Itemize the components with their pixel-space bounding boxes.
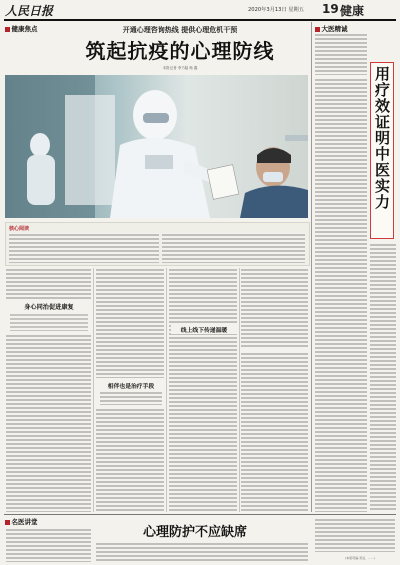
callout-title: 用疗效证明中医实力 xyxy=(373,66,391,210)
bottom-body-right xyxy=(315,518,395,552)
article-body-col-1a xyxy=(6,268,91,300)
core-read-label: 核心阅读 xyxy=(9,226,30,232)
core-read-text-2 xyxy=(162,233,305,263)
column-divider xyxy=(93,268,94,512)
core-read-text xyxy=(9,233,159,263)
article-body-col-2 xyxy=(96,268,164,378)
column-divider xyxy=(239,268,240,512)
section-name: 健康 xyxy=(340,4,365,18)
article-body-col-4b xyxy=(241,352,308,512)
section-label-lecture: 名医讲堂 xyxy=(5,517,38,526)
section-label-health-focus: 健康焦点 xyxy=(5,24,38,33)
bottom-headline: 心理防护不应缺席 xyxy=(142,525,247,540)
callout-box xyxy=(370,62,394,239)
subhead-2-dek xyxy=(100,391,162,405)
masthead xyxy=(0,0,400,20)
bottom-body-left xyxy=(6,528,91,562)
column-divider xyxy=(166,268,167,512)
subhead-1: 身心同治促进康复 xyxy=(24,304,74,311)
article-body-col-3 xyxy=(169,268,237,512)
subhead-2: 相伴也是治疗手段 xyxy=(107,384,155,390)
article-headline: 筑起抗疫的心理防线 xyxy=(85,39,275,63)
article-body-col-1 xyxy=(6,334,91,512)
bottom-rule xyxy=(4,514,396,515)
subhead-1-dek xyxy=(10,313,88,331)
article-body-col-2b xyxy=(96,408,164,512)
photo-illustration xyxy=(5,75,308,218)
subhead-3: 线上线下传递温暖 xyxy=(171,325,237,334)
right-column-body-1 xyxy=(315,78,367,512)
article-photo xyxy=(5,75,308,218)
newspaper-logo: 人民日报 xyxy=(5,4,54,18)
masthead-rule xyxy=(4,19,396,21)
article-byline: 本报记者 李乃陆 杨 鑫 xyxy=(162,66,198,70)
article-kicker: 开通心理咨询热线 提供心理危机干预 xyxy=(122,25,238,34)
section-label-right: 大医精诚 xyxy=(315,24,348,33)
article-body-col-4a xyxy=(241,268,308,348)
right-column-intro xyxy=(315,33,367,75)
page-number: 19 xyxy=(322,2,339,16)
issue-date: 2020年3月13日 星期五 xyxy=(248,7,304,13)
bottom-body-mid xyxy=(96,542,308,562)
right-column-body-2 xyxy=(370,243,396,512)
core-read-box xyxy=(5,222,310,266)
right-column-divider xyxy=(311,22,312,512)
page-footer-note: (本版责编:邓远、……) xyxy=(345,556,376,560)
